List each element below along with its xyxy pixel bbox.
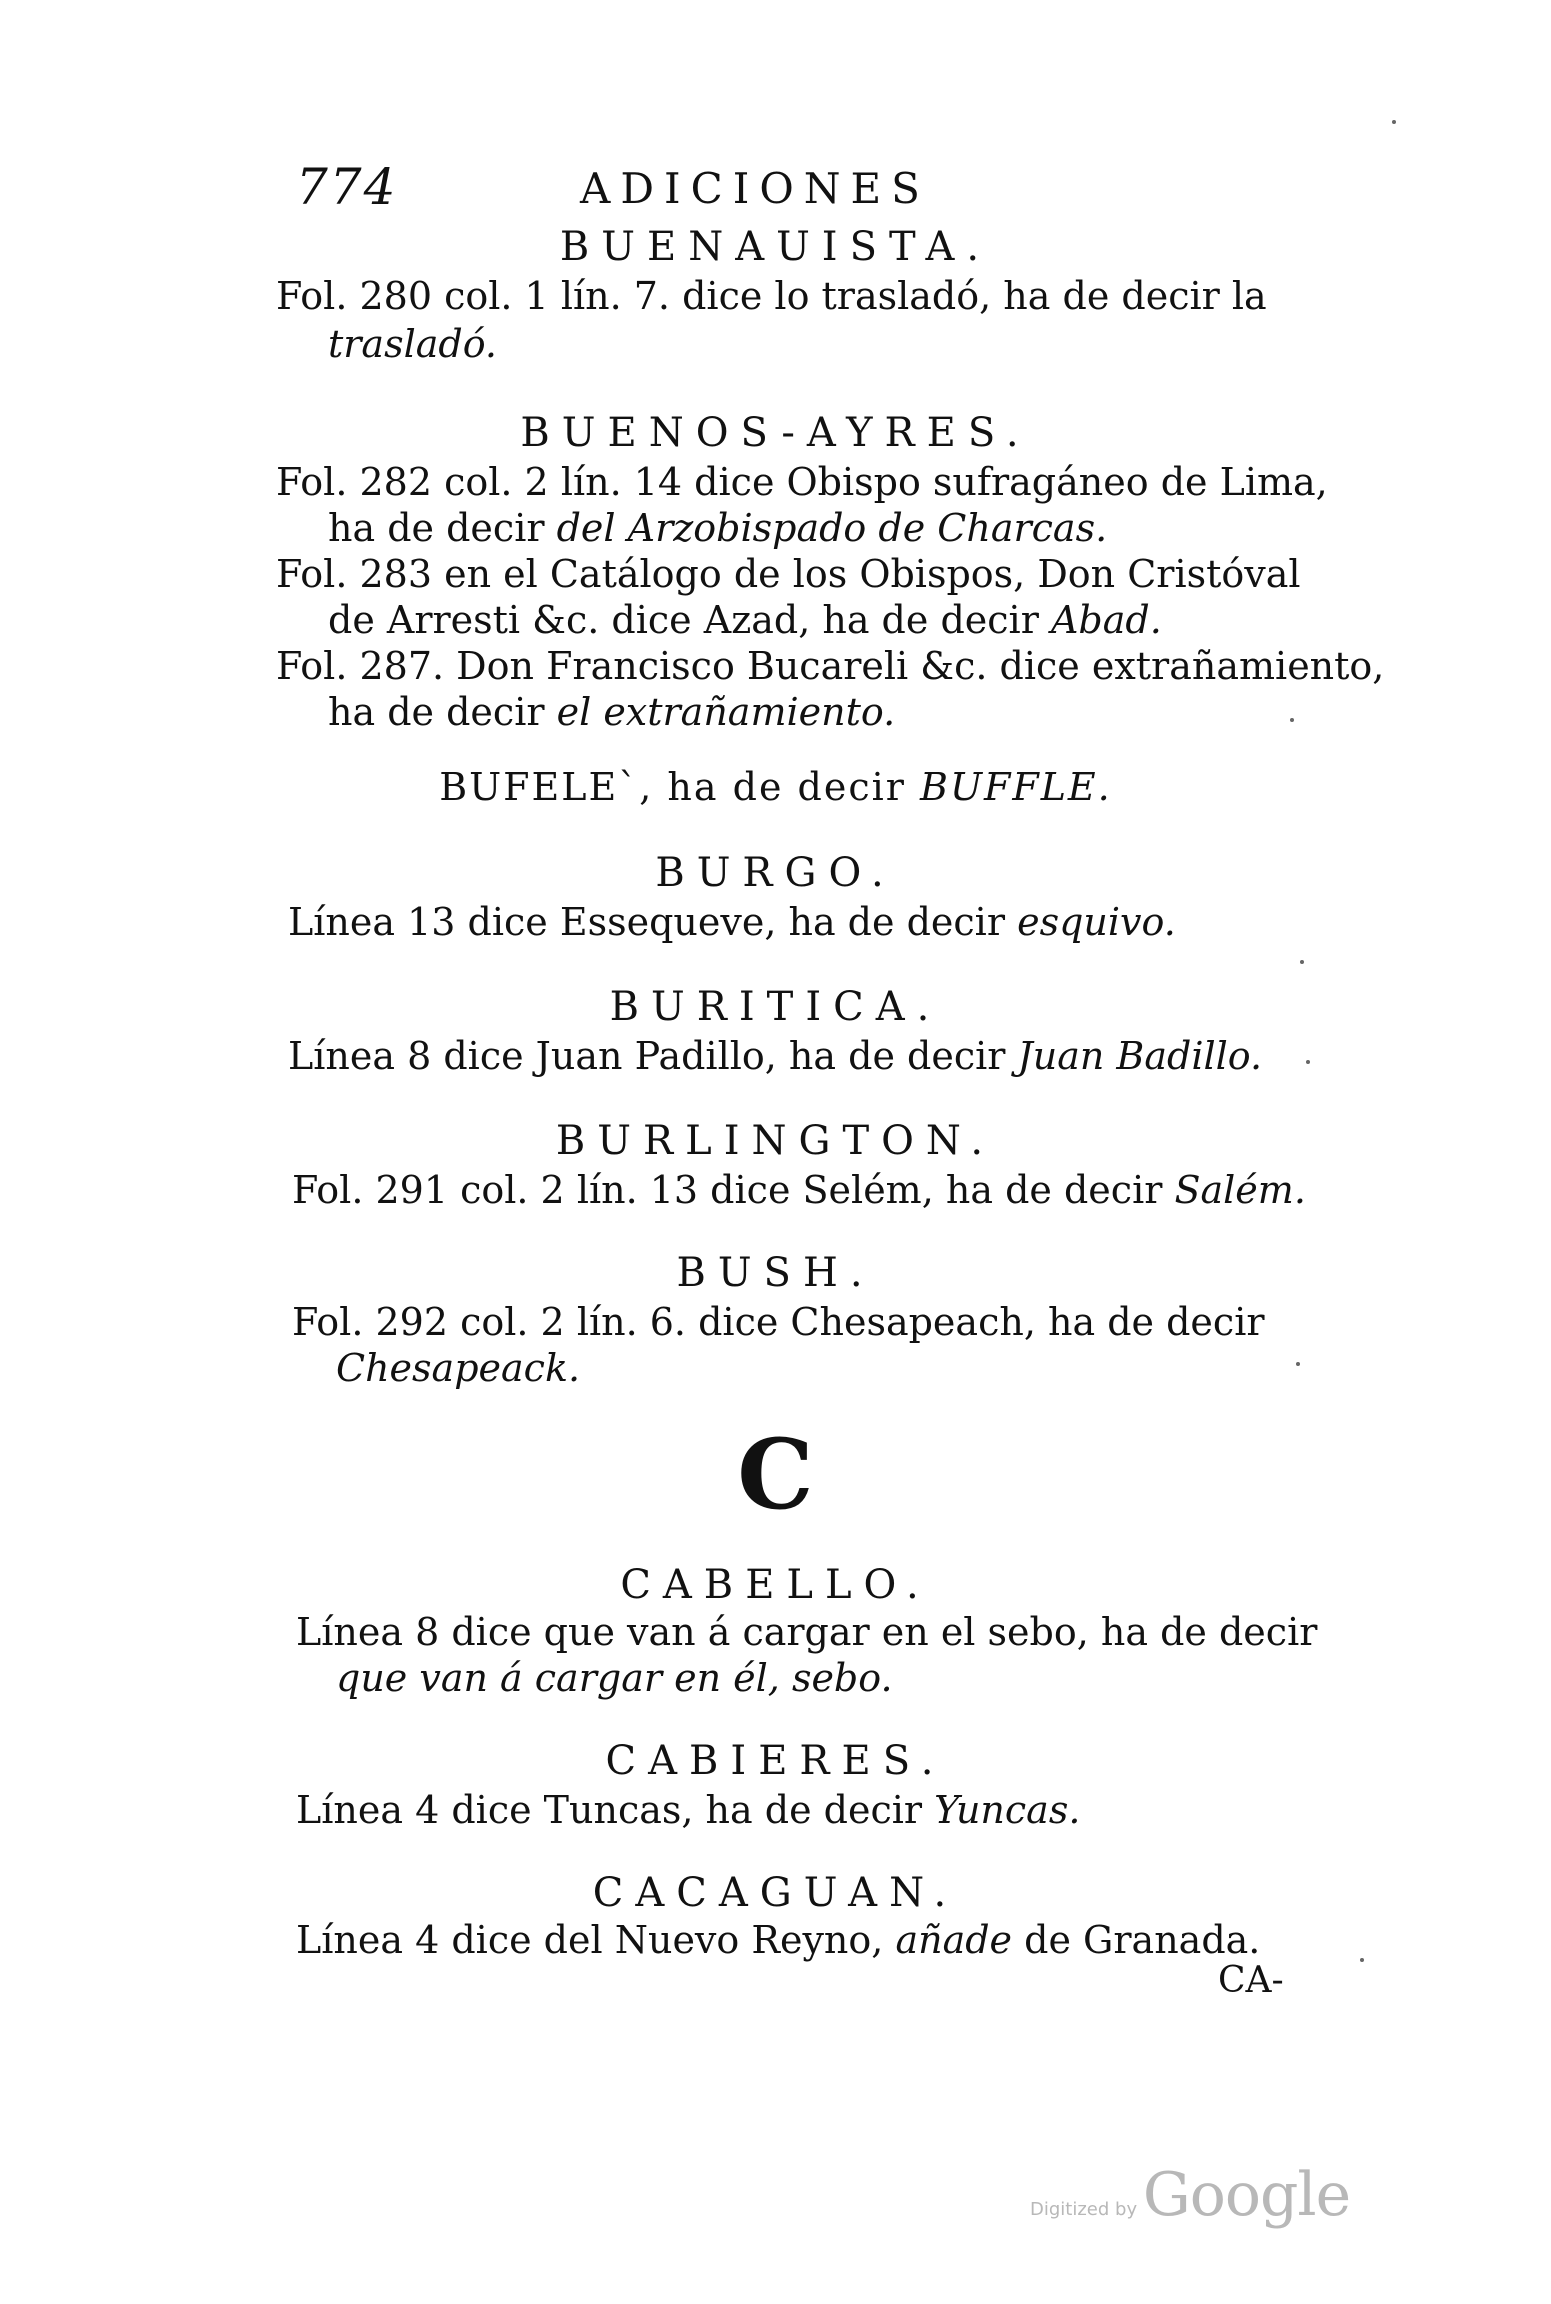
- line-text: ha de decir: [328, 690, 557, 734]
- entry-heading-bufele: [0, 762, 1551, 812]
- correction-text: BUFFLE.: [920, 765, 1112, 809]
- entry-line: [292, 1166, 1306, 1214]
- entry-heading-buenauista: BUENAUISTA.: [559, 224, 992, 270]
- entry-line: Fol. 292 col. 2 lín. 6. dice Chesapeach, ha de decir: [292, 1300, 1265, 1344]
- digitized-by-google-watermark: [1030, 2160, 1350, 2230]
- scan-speck: [1306, 1060, 1310, 1064]
- section-letter: C: [737, 1418, 814, 1531]
- line-text: Fol. 291 col. 2 lín. 13 dice Selém, ha de decir: [292, 1168, 1175, 1212]
- line-text: Línea 4 dice del Nuevo Reyno,: [296, 1918, 896, 1962]
- watermark-prefix: Digitized by: [1030, 2199, 1138, 2220]
- catchword: CA-: [1218, 1960, 1284, 2001]
- scan-speck: [1392, 120, 1396, 124]
- entry-heading-cabieres: CABIERES.: [605, 1738, 946, 1784]
- line-text: de Arresti &c. dice Azad, ha de decir: [328, 598, 1051, 642]
- entry-line: Chesapeack.: [336, 1346, 581, 1390]
- entry-line: que van á cargar en él, sebo.: [336, 1656, 893, 1700]
- entry-heading-burlington: BURLINGTON.: [555, 1118, 996, 1164]
- scan-speck: [1300, 960, 1304, 964]
- correction-text: el extrañamiento.: [556, 690, 896, 734]
- entry-heading-buenos-ayres: BUENOS-AYRES.: [520, 410, 1031, 456]
- entry-line: [328, 596, 1162, 644]
- line-text: ha de decir: [328, 506, 557, 550]
- correction-text: añade: [895, 1918, 1013, 1962]
- entry-line: [296, 1786, 1080, 1834]
- entry-line: trasladó.: [328, 322, 498, 366]
- entry-heading-cabello: CABELLO.: [620, 1562, 931, 1608]
- line-text: Línea 13 dice Essequeve, ha de decir: [288, 900, 1018, 944]
- correction-text: Yuncas.: [934, 1788, 1081, 1832]
- google-logo: Google: [1142, 2160, 1351, 2230]
- scan-speck: [1290, 718, 1294, 722]
- running-title: ADICIONES: [580, 164, 930, 213]
- correction-text: Salém.: [1174, 1168, 1306, 1212]
- correction-text: esquivo.: [1017, 900, 1176, 944]
- entry-line: [288, 1032, 1262, 1080]
- entry-line: Fol. 280 col. 1 lín. 7. dice lo trasladó, ha de decir la: [276, 274, 1267, 318]
- scan-speck: [1296, 1362, 1300, 1366]
- entry-line: [296, 1916, 1260, 1964]
- entry-line: Fol. 283 en el Catálogo de los Obispos, Don Cristóval: [276, 552, 1301, 596]
- entry-line: [288, 898, 1176, 946]
- entry-heading-buritica: BURITICA.: [609, 984, 942, 1030]
- entry-heading-cacaguan: CACAGUAN.: [592, 1870, 959, 1916]
- correction-text: Juan Badillo.: [1017, 1034, 1263, 1078]
- correction-text: Abad.: [1050, 598, 1162, 642]
- entry-line: Fol. 282 col. 2 lín. 14 dice Obispo sufragáneo de Lima,: [276, 460, 1328, 504]
- entry-line: Fol. 287. Don Francisco Bucareli &c. dice extrañamiento,: [276, 644, 1385, 688]
- entry-line: Línea 8 dice que van á cargar en el sebo, ha de decir: [296, 1610, 1318, 1654]
- entry-line: [328, 688, 895, 736]
- line-text: Línea 4 dice Tuncas, ha de decir: [296, 1788, 935, 1832]
- scan-speck: [1360, 1958, 1364, 1962]
- line-text: Línea 8 dice Juan Padillo, ha de decir: [288, 1034, 1018, 1078]
- entry-heading-bush: BUSH.: [676, 1250, 875, 1296]
- entry-heading-burgo: BURGO.: [655, 850, 896, 896]
- line-text: de Granada.: [1012, 1918, 1261, 1962]
- heading-text: BUFELE`, ha de decir: [439, 765, 921, 809]
- entry-line: [328, 504, 1107, 552]
- correction-text: del Arzobispado de Charcas.: [556, 506, 1108, 550]
- page-number: 774: [296, 158, 398, 216]
- running-head: [296, 158, 1316, 218]
